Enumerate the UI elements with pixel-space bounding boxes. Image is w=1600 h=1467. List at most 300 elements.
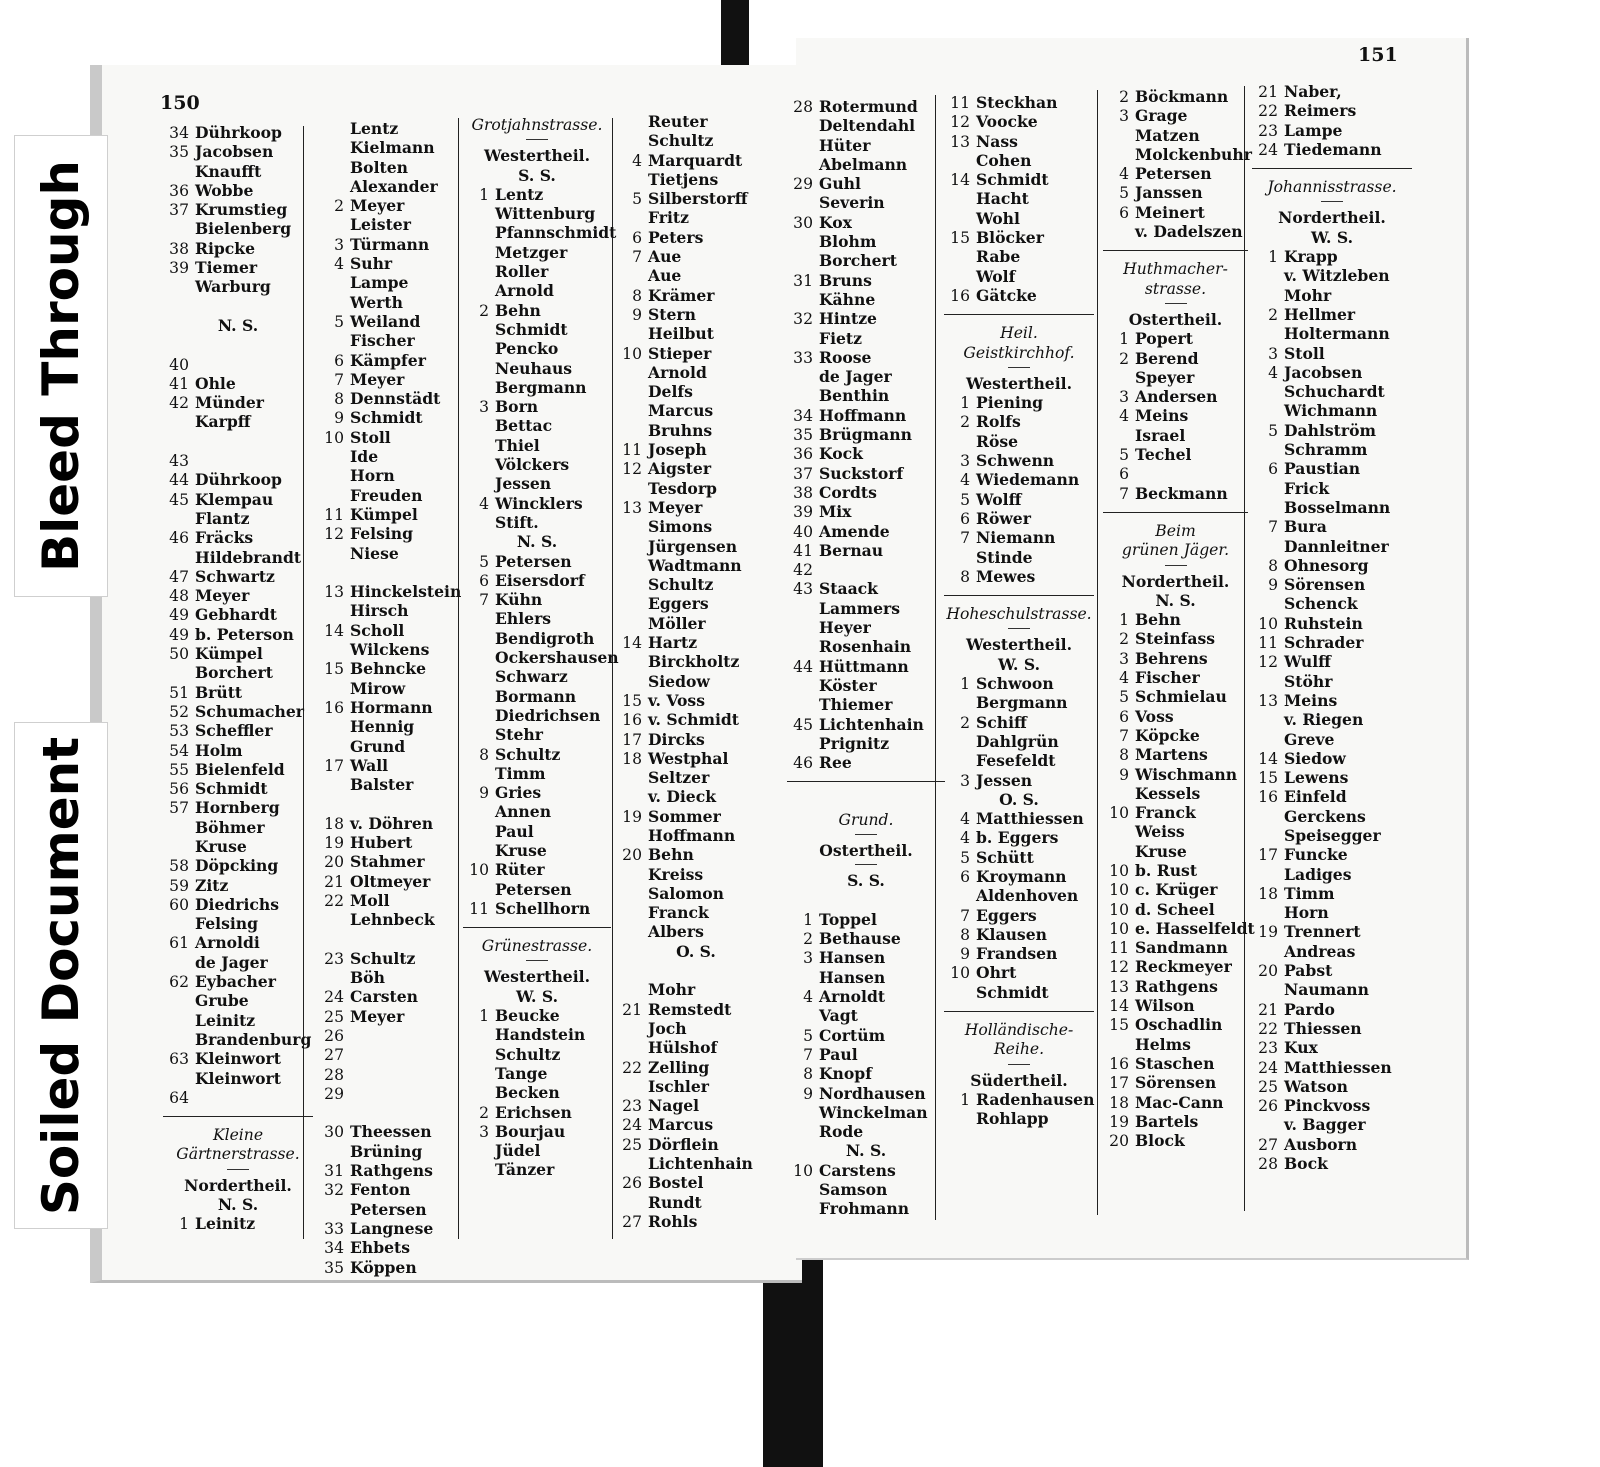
resident-entry (787, 309, 945, 328)
resident-entry (163, 625, 313, 644)
resident-name: c. Krüger (1135, 880, 1218, 900)
side-heading: O. S. (676, 941, 716, 961)
resident-name: Kruse (495, 840, 547, 860)
resident-entry (163, 567, 313, 586)
resident-name: v. Voss (648, 690, 705, 710)
resident-name: Meyer (195, 586, 250, 606)
resident-name: Freuden (350, 485, 423, 505)
resident-entry (1103, 1131, 1248, 1150)
resident-entry (616, 633, 776, 652)
resident-entry (1252, 980, 1412, 999)
resident-name: Ischler (648, 1076, 709, 1096)
house-number: 16 (1109, 1054, 1129, 1073)
house-number: 28 (324, 1065, 344, 1084)
resident-name: Ehlers (495, 609, 552, 629)
resident-name: Thiessen (1284, 1018, 1362, 1038)
house-number: 13 (1258, 691, 1278, 710)
house-number: 6 (1268, 460, 1278, 479)
resident-name: Kleinwort (195, 1049, 281, 1069)
resident-entry (463, 764, 611, 783)
resident-entry (1103, 900, 1248, 919)
resident-name: Eggers (648, 594, 709, 614)
column-divider (1097, 90, 1098, 1215)
resident-entry (616, 305, 776, 324)
resident-entry (1103, 880, 1248, 899)
resident-entry (1103, 977, 1248, 996)
side-heading: N. S. (217, 315, 259, 335)
resident-name: Hülshof (648, 1038, 718, 1058)
resident-entry (163, 200, 313, 219)
house-number: 16 (950, 286, 970, 305)
resident-entry (787, 483, 945, 502)
resident-entry (787, 618, 945, 637)
house-number: 12 (622, 460, 642, 479)
resident-entry (944, 886, 1094, 905)
resident-entry (616, 1019, 776, 1038)
resident-name: Simons (648, 517, 713, 537)
resident-entry (163, 895, 313, 914)
resident-entry (163, 605, 313, 624)
resident-name: Bergmann (976, 693, 1068, 713)
house-number: 3 (960, 771, 970, 790)
resident-name: v. Schmidt (648, 710, 739, 730)
resident-entry (787, 1180, 945, 1199)
house-number: 32 (324, 1181, 344, 1200)
resident-name: Carsten (350, 987, 418, 1007)
resident-entry (616, 1135, 776, 1154)
resident-name: Eisersdorf (495, 570, 585, 590)
house-number: 14 (1109, 997, 1129, 1016)
resident-name: Arnold (648, 362, 707, 382)
resident-name: Felsing (195, 914, 259, 934)
resident-entry (787, 1064, 945, 1083)
street-heading: grünen Jäger. (1121, 541, 1230, 560)
resident-name: Borchert (195, 663, 273, 683)
house-number: 40 (169, 355, 189, 374)
resident-entry (1103, 803, 1248, 822)
side-heading: Westertheil. (483, 146, 591, 166)
house-number: 3 (479, 1122, 489, 1141)
resident-entry (616, 749, 776, 768)
house-number: 1 (960, 675, 970, 694)
resident-entry (163, 1088, 313, 1107)
resident-name: Gätcke (976, 285, 1037, 305)
resident-entry (944, 751, 1094, 770)
resident-name: Wolf (976, 266, 1016, 286)
section-rule (944, 314, 1094, 315)
house-number: 8 (803, 1065, 813, 1084)
resident-entry (944, 1109, 1094, 1128)
resident-entry (318, 389, 458, 408)
house-number: 13 (622, 498, 642, 517)
house-number: 35 (793, 426, 813, 445)
resident-name: Hoffmann (819, 405, 907, 425)
resident-entry (1252, 1135, 1412, 1154)
resident-entry (787, 464, 945, 483)
resident-entry (787, 386, 945, 405)
short-dash (1008, 628, 1030, 629)
resident-name: Bosselmann (1284, 497, 1391, 517)
resident-name: Tietjens (648, 169, 719, 189)
resident-entry (163, 528, 313, 547)
resident-name: Langnese (350, 1218, 434, 1238)
resident-name: Steinfass (1135, 629, 1216, 649)
resident-entry (1103, 368, 1248, 387)
house-number: 28 (793, 98, 813, 116)
resident-name: Lewens (1284, 768, 1349, 788)
resident-name: Meyer (350, 1006, 405, 1026)
resident-name: Kümpel (350, 504, 418, 524)
house-number: 17 (1258, 846, 1278, 865)
resident-entry (944, 228, 1094, 247)
resident-name: Schwartz (195, 566, 275, 586)
house-number: 25 (622, 1135, 642, 1154)
resident-entry (463, 1025, 611, 1044)
resident-name: Dennstädt (350, 389, 441, 409)
resident-name: Wichmann (1284, 401, 1378, 421)
resident-name: Hellmer (1284, 304, 1356, 324)
resident-name: Timm (495, 763, 546, 783)
resident-name: Eybacher (195, 972, 276, 992)
house-number: 23 (324, 949, 344, 968)
resident-name: Grage (1135, 106, 1188, 126)
resident-entry (616, 710, 776, 729)
resident-entry (463, 513, 611, 532)
house-number: 46 (793, 754, 813, 773)
resident-entry (463, 552, 611, 571)
resident-name: Piening (976, 393, 1044, 413)
resident-entry (318, 698, 458, 717)
house-number: 20 (1258, 962, 1278, 981)
resident-name: Hansen (819, 967, 886, 987)
resident-entry (463, 687, 611, 706)
resident-entry (463, 416, 611, 435)
resident-entry (1103, 445, 1248, 464)
resident-entry (944, 1090, 1094, 1109)
resident-entry (463, 185, 611, 204)
resident-entry (1103, 387, 1248, 406)
resident-name: Kühn (495, 590, 543, 610)
resident-entry (616, 826, 776, 845)
resident-entry (163, 818, 313, 837)
house-number: 22 (324, 891, 344, 910)
resident-name: Roose (819, 347, 872, 367)
resident-name: Stehr (495, 725, 543, 745)
house-number: 45 (793, 715, 813, 734)
resident-entry (616, 208, 776, 227)
resident-name: Andreas (1284, 941, 1356, 961)
house-number: 27 (622, 1212, 642, 1231)
house-number: 8 (960, 567, 970, 586)
house-number: 21 (1258, 83, 1278, 101)
house-number: 29 (324, 1084, 344, 1103)
resident-name: Arnoldi (195, 933, 260, 953)
resident-name: Kümpel (195, 644, 263, 664)
resident-name: Pencko (495, 339, 559, 359)
resident-entry (944, 151, 1094, 170)
resident-entry (1252, 768, 1412, 787)
side-heading: W. S. (515, 986, 559, 1006)
resident-entry (463, 590, 611, 609)
resident-name: Siedow (648, 671, 710, 691)
resident-name: Fischer (1135, 668, 1200, 688)
house-number: 21 (324, 872, 344, 891)
resident-name: Schumacher (195, 701, 305, 721)
resident-entry (1103, 687, 1248, 706)
house-number: 11 (622, 441, 642, 460)
resident-entry (787, 155, 945, 174)
house-number: 5 (1268, 421, 1278, 440)
resident-entry (616, 787, 776, 806)
resident-name: Stoll (1284, 343, 1325, 363)
house-number: 10 (1109, 804, 1129, 823)
resident-name: Beckmann (1135, 483, 1228, 503)
blank-line (616, 961, 776, 980)
resident-name: Alexander (350, 176, 438, 196)
resident-entry (318, 254, 458, 273)
resident-name: Ausborn (1284, 1134, 1358, 1154)
house-number: 7 (960, 906, 970, 925)
resident-entry (463, 494, 611, 513)
resident-entry (616, 768, 776, 787)
house-number: 26 (622, 1174, 642, 1193)
resident-entry (616, 922, 776, 941)
resident-entry (163, 219, 313, 238)
house-number: 20 (324, 853, 344, 872)
resident-entry (1252, 1115, 1412, 1134)
resident-name: Kielmann (350, 138, 435, 158)
resident-name: Aue (648, 247, 682, 267)
resident-entry (1252, 826, 1412, 845)
short-dash (526, 960, 548, 961)
resident-entry (163, 393, 313, 412)
house-number: 4 (803, 988, 813, 1007)
resident-name: Hartz (648, 633, 698, 653)
resident-entry (1103, 957, 1248, 976)
side-heading: Südertheil. (970, 1070, 1068, 1090)
resident-name: Münder (195, 393, 264, 413)
resident-name: Matthiessen (976, 809, 1084, 829)
resident-entry (318, 428, 458, 447)
house-number: 13 (1109, 977, 1129, 996)
house-number: 15 (1109, 1016, 1129, 1035)
house-number: 24 (1258, 140, 1278, 159)
resident-entry (1252, 266, 1412, 285)
resident-name: Lentz (350, 119, 399, 138)
resident-entry (318, 833, 458, 852)
resident-name: Schiff (976, 712, 1027, 732)
street-heading: Heil. (1000, 324, 1038, 343)
resident-entry (463, 1103, 611, 1122)
house-number: 1 (960, 1090, 970, 1109)
house-number: 18 (1109, 1093, 1129, 1112)
house-number: 24 (622, 1116, 642, 1135)
resident-name: Mirow (350, 678, 406, 698)
house-number: 1 (1119, 330, 1129, 349)
resident-entry (787, 657, 945, 676)
side-heading: Westertheil. (483, 967, 591, 987)
resident-name: Schütt (976, 847, 1034, 867)
house-number: 19 (324, 833, 344, 852)
resident-entry (1252, 382, 1412, 401)
resident-name: Bettac (495, 416, 553, 436)
resident-name: Schultz (648, 131, 714, 151)
resident-name: Schultz (495, 1044, 561, 1064)
resident-name: Felsing (350, 524, 414, 544)
house-number: 13 (324, 583, 344, 602)
resident-name: b. Eggers (976, 828, 1059, 848)
column-l4 (616, 112, 776, 1231)
side-heading: Ostertheil. (1128, 309, 1223, 329)
resident-name: Arnoldt (819, 987, 886, 1007)
street-heading: strasse. (1144, 279, 1207, 298)
street-heading: Reihe. (993, 1040, 1045, 1059)
house-number: 9 (334, 409, 344, 428)
resident-entry (163, 162, 313, 181)
resident-name: Böckmann (1135, 87, 1229, 106)
resident-entry (463, 378, 611, 397)
resident-entry (163, 663, 313, 682)
house-number: 28 (1258, 1155, 1278, 1174)
house-number: 49 (169, 606, 189, 625)
house-number: 33 (324, 1219, 344, 1238)
resident-name: Petersen (1135, 164, 1212, 184)
resident-name: Popert (1135, 329, 1193, 349)
side-heading: N. S. (845, 1141, 887, 1161)
resident-entry (616, 1077, 776, 1096)
resident-name: b. Peterson (195, 624, 294, 644)
resident-entry (944, 925, 1094, 944)
blank-line (318, 1103, 458, 1122)
house-number: 10 (1109, 919, 1129, 938)
section-rule (944, 595, 1094, 596)
house-number: 14 (1258, 749, 1278, 768)
resident-entry (944, 412, 1094, 431)
resident-entry (463, 1083, 611, 1102)
short-dash (526, 139, 548, 140)
resident-entry (616, 151, 776, 170)
house-number: 11 (1258, 634, 1278, 653)
resident-entry (318, 351, 458, 370)
resident-name: Grube (195, 991, 249, 1011)
house-number: 4 (479, 494, 489, 513)
resident-name: Diedrichs (195, 894, 280, 914)
resident-entry (787, 367, 945, 386)
resident-name: Fräcks (195, 528, 254, 548)
resident-name: Trennert (1284, 922, 1361, 942)
column-l2 (318, 119, 462, 1277)
house-number: 5 (1119, 446, 1129, 465)
resident-entry (1252, 537, 1412, 556)
resident-name: Rathgens (350, 1161, 433, 1181)
house-number: 34 (169, 124, 189, 142)
resident-entry (463, 745, 611, 764)
resident-name: Frohmann (819, 1199, 910, 1219)
resident-name: Wolff (976, 489, 1022, 509)
resident-name: Knaufft (195, 161, 262, 181)
section-rule (1103, 512, 1248, 513)
resident-name: Stift. (495, 512, 539, 532)
resident-entry (318, 235, 458, 254)
resident-name: Kock (819, 444, 863, 464)
resident-entry (944, 93, 1094, 112)
house-number: 16 (324, 698, 344, 717)
resident-name: e. Hasselfeldt (1135, 918, 1255, 938)
resident-entry (318, 1084, 458, 1103)
house-number: 6 (960, 867, 970, 886)
resident-entry (1252, 1000, 1412, 1019)
resident-name: Pfannschmidt (495, 223, 617, 243)
house-number: 5 (960, 490, 970, 509)
resident-name: Meyer (648, 497, 703, 517)
resident-name: Watson (1284, 1076, 1348, 1096)
resident-name: Warburg (195, 277, 271, 297)
house-number: 22 (1258, 102, 1278, 121)
resident-name: v. Döhren (350, 813, 434, 833)
resident-entry (318, 1065, 458, 1084)
resident-name: Seltzer (648, 768, 710, 788)
resident-entry (1252, 884, 1412, 903)
house-number: 24 (1258, 1058, 1278, 1077)
resident-entry (1103, 144, 1252, 164)
resident-entry (787, 1026, 945, 1045)
resident-entry (318, 814, 458, 833)
resident-entry (787, 406, 945, 425)
house-number: 4 (960, 810, 970, 829)
street-heading: Grünestrasse. (481, 937, 593, 956)
resident-entry (463, 1122, 611, 1141)
resident-name: Rotermund (819, 97, 918, 116)
house-number: 15 (622, 691, 642, 710)
resident-name: Wadtmann (648, 555, 742, 575)
resident-entry (318, 852, 458, 871)
resident-name: Bock (1284, 1154, 1328, 1174)
resident-entry (616, 845, 776, 864)
resident-name: Hansen (819, 948, 886, 968)
resident-name: Mohr (1284, 285, 1332, 305)
house-number: 31 (793, 271, 813, 290)
resident-name: Jürgensen (648, 536, 738, 556)
resident-name: Deltendahl (819, 116, 916, 136)
resident-name: Weiss (1135, 822, 1185, 842)
resident-entry (787, 637, 945, 656)
resident-entry (163, 258, 313, 277)
resident-entry (1252, 594, 1412, 613)
resident-entry (318, 717, 458, 736)
resident-name: Schellhorn (495, 898, 591, 918)
resident-entry (944, 983, 1094, 1002)
short-dash (1165, 303, 1187, 304)
resident-name: Ohnesorg (1284, 555, 1369, 575)
resident-entry (1103, 464, 1248, 483)
resident-entry (1252, 82, 1412, 101)
resident-name: Dahlström (1284, 420, 1376, 440)
resident-name: v. Dadelszen (1135, 222, 1243, 242)
house-number: 2 (479, 1103, 489, 1122)
resident-entry (616, 807, 776, 826)
resident-name: Scheffler (195, 721, 273, 741)
resident-name: Winckelman (819, 1102, 928, 1122)
resident-entry (163, 991, 313, 1010)
resident-entry (318, 737, 458, 756)
short-dash (1165, 565, 1187, 566)
resident-entry (1252, 1019, 1412, 1038)
resident-entry (318, 312, 458, 331)
resident-name: Toppel (819, 909, 877, 929)
resident-name: v. Bagger (1284, 1115, 1366, 1135)
resident-entry (463, 301, 611, 320)
resident-name: Möller (648, 613, 706, 633)
